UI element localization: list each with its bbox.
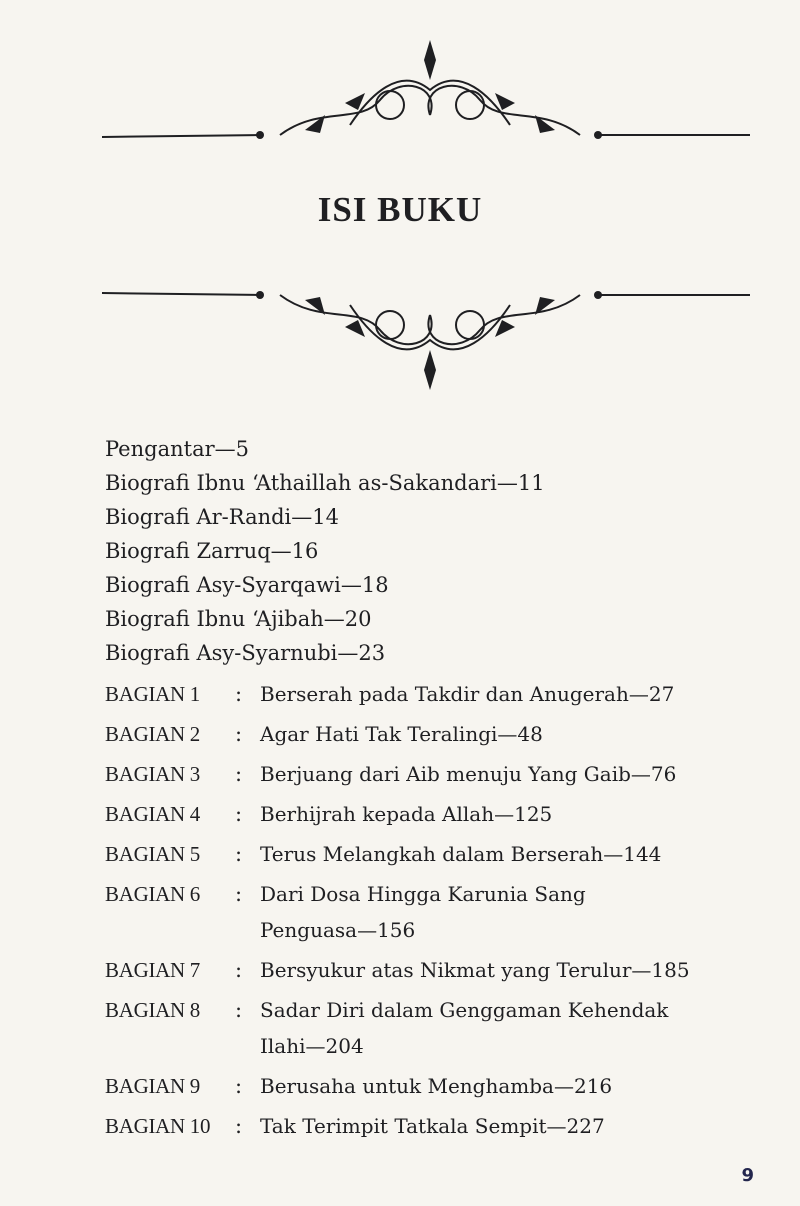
toc-chapter — [105, 876, 745, 948]
chapter-colon: : — [235, 762, 243, 786]
toc-entry-biografi: Biografi Zarruq—16 — [105, 539, 319, 563]
chapter-label: BAGIAN 10 — [105, 1114, 211, 1138]
chapter-label: BAGIAN 3 — [105, 762, 201, 786]
chapter-colon: : — [235, 882, 243, 906]
chapter-colon: : — [235, 722, 243, 746]
chapter-title: Dari Dosa Hingga Karunia Sang Penguasa—156 — [260, 882, 586, 942]
chapter-label: BAGIAN 7 — [105, 958, 201, 982]
toc-chapter — [105, 716, 745, 752]
toc-chapter — [105, 1108, 745, 1144]
chapter-label: BAGIAN 4 — [105, 802, 201, 826]
chapter-label: BAGIAN 5 — [105, 842, 201, 866]
toc-entry-biografi: Biografi Ar-Randi—14 — [105, 505, 339, 529]
toc-chapter — [105, 952, 745, 988]
chapter-label: BAGIAN 2 — [105, 722, 201, 746]
chapter-colon: : — [235, 998, 243, 1022]
chapter-title: Terus Melangkah dalam Berserah—144 — [260, 842, 662, 866]
chapter-title: Berhijrah kepada Allah—125 — [260, 802, 553, 826]
chapter-label: BAGIAN 1 — [105, 682, 201, 706]
toc-entry-biografi: Biografi Asy-Syarnubi—23 — [105, 641, 386, 665]
chapter-title: Sadar Diri dalam Genggaman Kehendak Ilahi—204 — [260, 998, 669, 1058]
toc-chapter — [105, 796, 745, 832]
page-number: 9 — [741, 1165, 754, 1186]
toc-entry-biografi: Biografi Asy-Syarqawi—18 — [105, 573, 389, 597]
page-title: ISI BUKU — [317, 190, 483, 229]
chapter-label: BAGIAN 6 — [105, 882, 201, 906]
chapter-title: Berusaha untuk Menghamba—216 — [260, 1074, 613, 1098]
chapter-title: Berserah pada Takdir dan Anugerah—27 — [260, 682, 675, 706]
chapter-colon: : — [235, 842, 243, 866]
toc-chapter-list — [105, 676, 745, 1148]
toc-entry-pengantar: Pengantar—5 — [105, 437, 249, 461]
toc-entry-biografi: Biografi Ibnu ‘Athaillah as-Sakandari—11 — [105, 471, 545, 495]
decorative-flourish-bottom — [100, 275, 760, 395]
toc-chapter — [105, 992, 745, 1064]
chapter-colon: : — [235, 802, 243, 826]
toc-front-matter — [105, 432, 545, 670]
chapter-title: Bersyukur atas Nikmat yang Terulur—185 — [260, 958, 690, 982]
toc-chapter — [105, 1068, 745, 1104]
chapter-title: Agar Hati Tak Teralingi—48 — [260, 722, 543, 746]
decorative-flourish-top — [100, 35, 760, 155]
toc-entry-biografi: Biografi Ibnu ‘Ajibah—20 — [105, 607, 372, 631]
chapter-colon: : — [235, 958, 243, 982]
chapter-colon: : — [235, 1114, 243, 1138]
chapter-colon: : — [235, 682, 243, 706]
toc-chapter — [105, 676, 745, 712]
chapter-label: BAGIAN 8 — [105, 998, 201, 1022]
toc-chapter — [105, 836, 745, 872]
chapter-label: BAGIAN 9 — [105, 1074, 201, 1098]
chapter-title: Berjuang dari Aib menuju Yang Gaib—76 — [260, 762, 677, 786]
chapter-title: Tak Terimpit Tatkala Sempit—227 — [260, 1114, 605, 1138]
chapter-colon: : — [235, 1074, 243, 1098]
toc-chapter — [105, 756, 745, 792]
